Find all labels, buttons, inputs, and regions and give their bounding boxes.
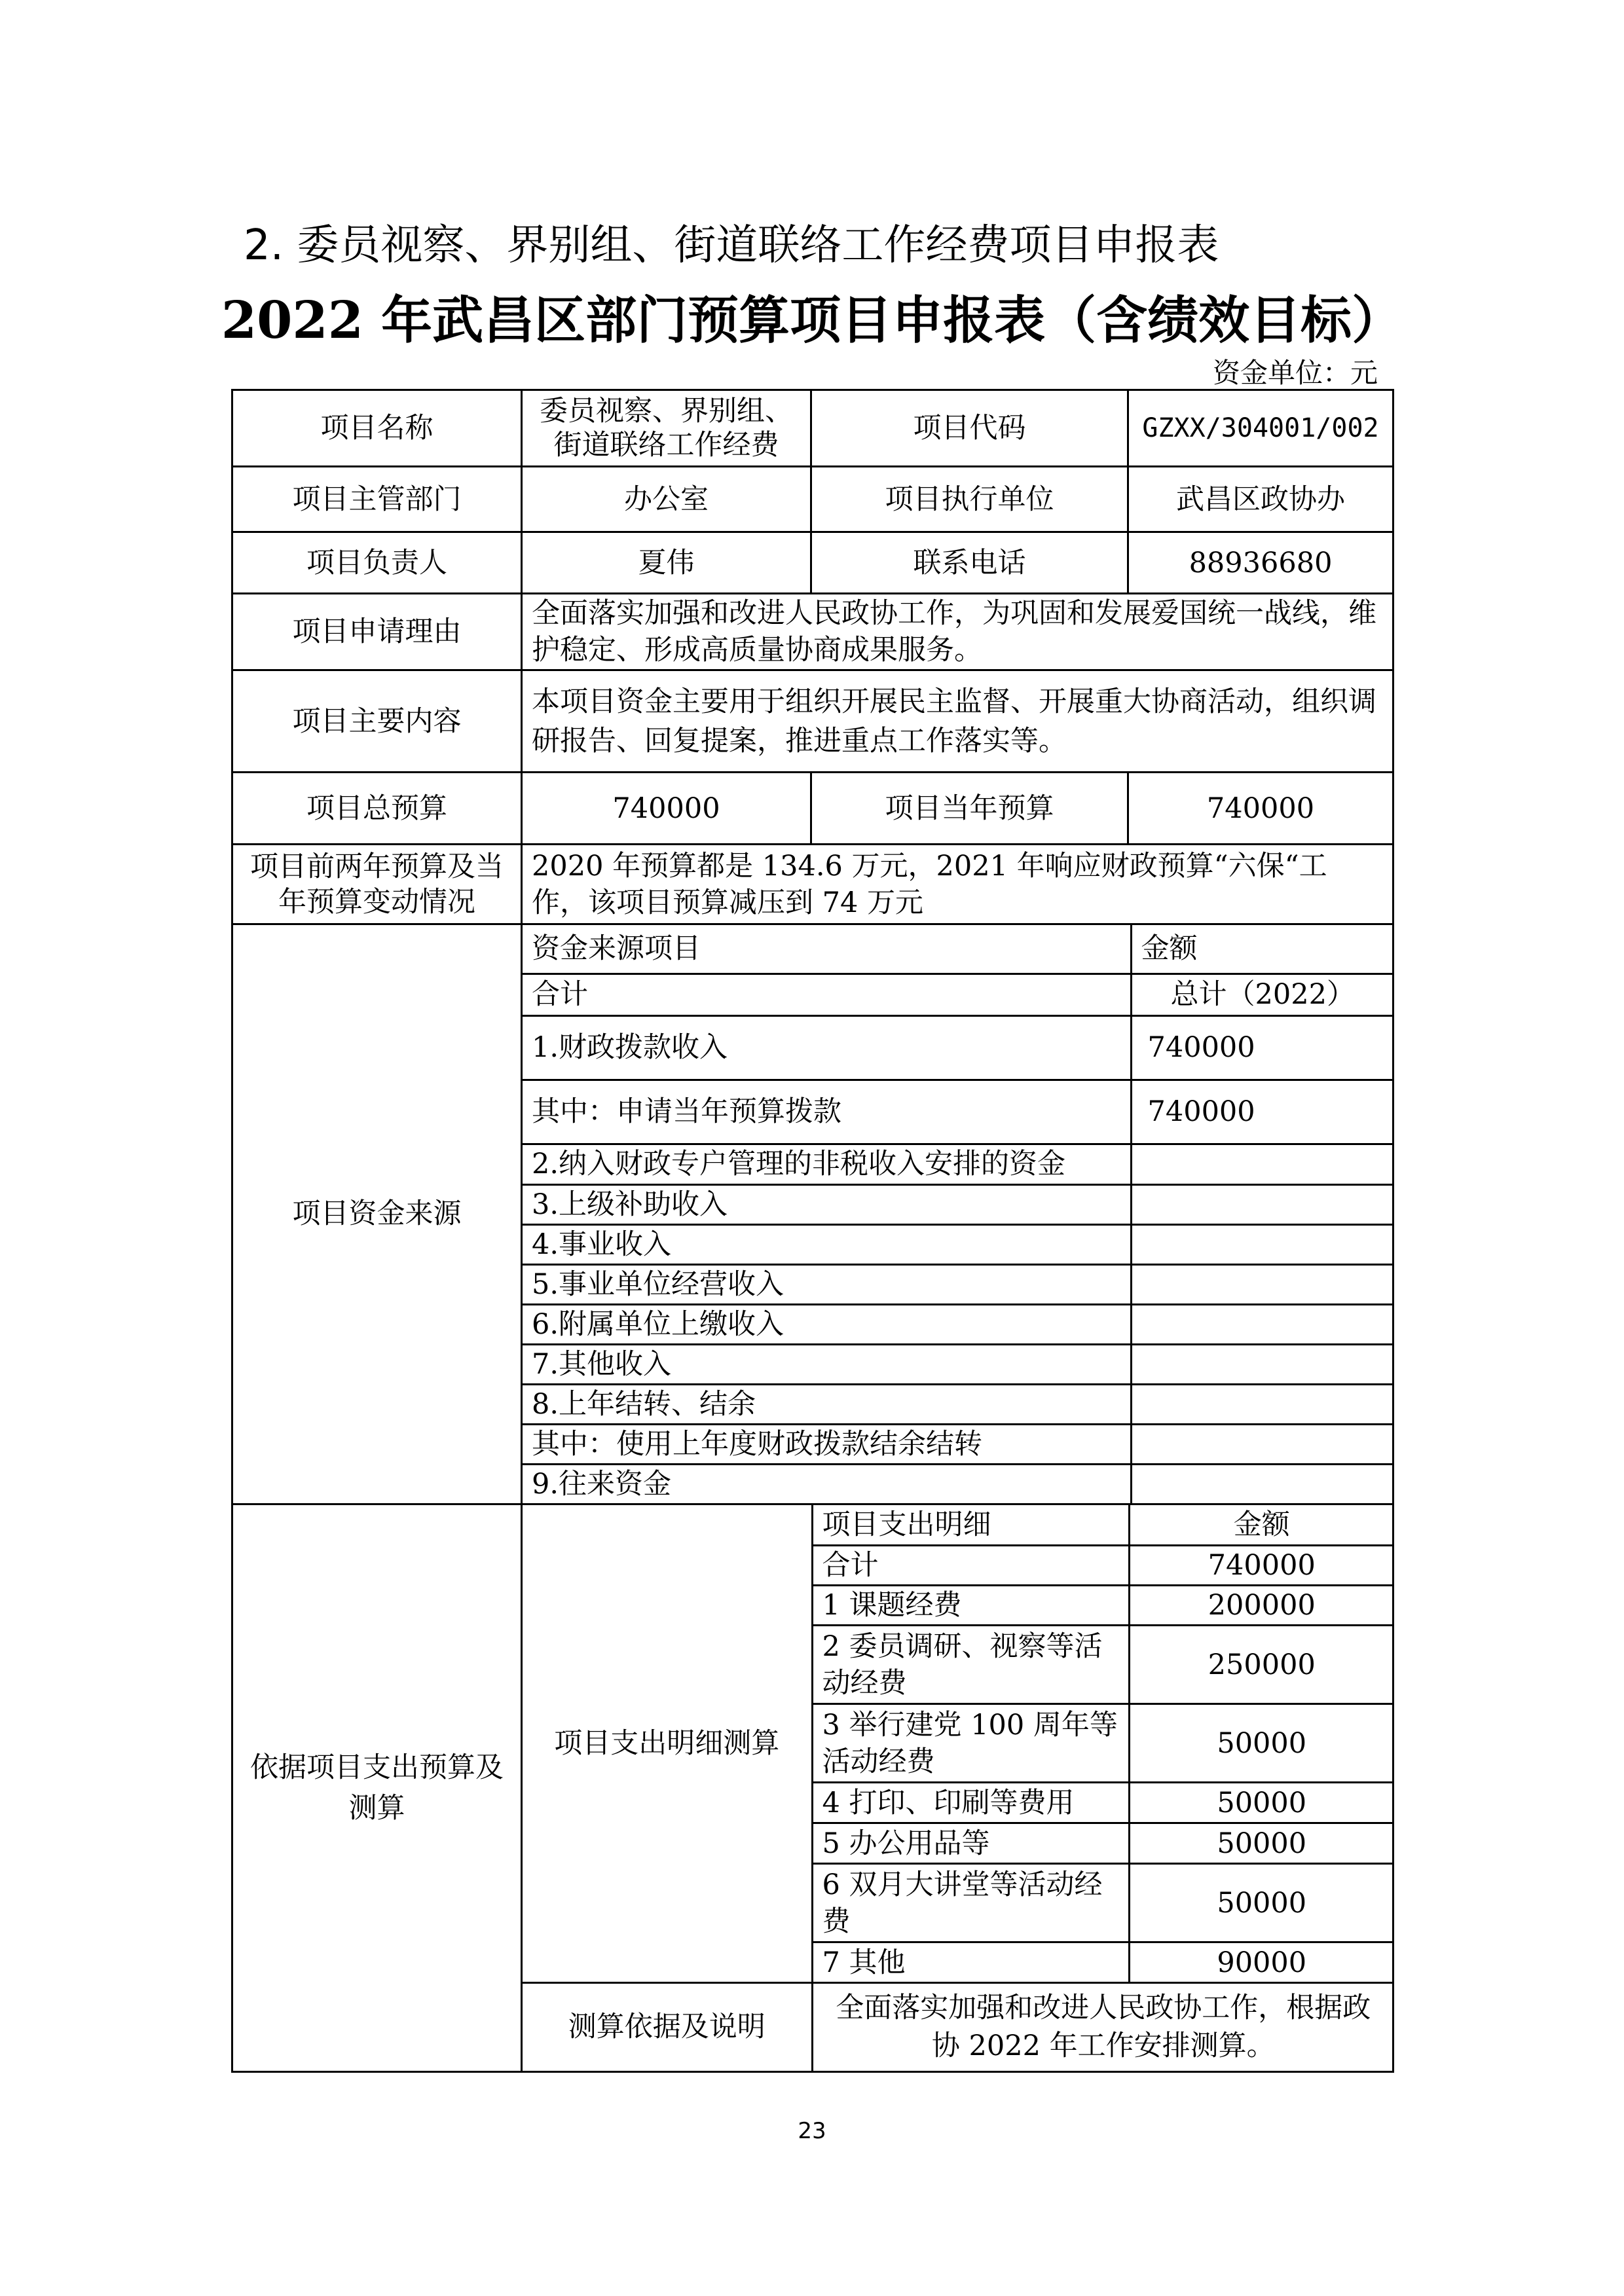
project-code-label: 项目代码	[811, 390, 1128, 467]
funding-row-amount	[1131, 1224, 1393, 1264]
funding-row	[523, 1080, 1393, 1144]
funding-row-item: 9.往来资金	[523, 1464, 1131, 1503]
expense-row-amount: 50000	[1129, 1704, 1393, 1783]
budget-change-label: 项目前两年预算及当年预算变动情况	[232, 845, 522, 924]
current-year-budget-value: 740000	[1128, 773, 1393, 845]
expense-header-amount: 金额	[1129, 1505, 1393, 1546]
funding-row-amount	[1131, 1264, 1393, 1304]
funding-row-amount	[1131, 1344, 1393, 1384]
funding-row-item: 其中：申请当年预算拨款	[523, 1080, 1131, 1144]
total-budget-value: 740000	[522, 773, 811, 845]
funding-row	[523, 1015, 1393, 1080]
calculation-basis-value: 全面落实加强和改进人民政协工作，根据政协 2022 年工作安排测算。	[836, 1992, 1371, 2063]
supervising-dept-value: 办公室	[522, 467, 811, 532]
expense-row-amount: 90000	[1129, 1942, 1393, 1983]
funding-row	[523, 1384, 1393, 1424]
funding-row	[523, 1144, 1393, 1184]
expense-row-item: 3 举行建党 100 周年等活动经费	[812, 1704, 1129, 1783]
supervising-dept-label: 项目主管部门	[232, 467, 522, 532]
funding-row-amount	[1131, 1384, 1393, 1424]
current-year-budget-label: 项目当年预算	[811, 773, 1128, 845]
funding-row	[523, 1424, 1393, 1464]
expense-row-item: 合计	[812, 1546, 1129, 1586]
expense-header-item: 项目支出明细	[812, 1505, 1129, 1546]
expense-row-amount: 740000	[1129, 1546, 1393, 1586]
page-title: 2022 年武昌区部门预算项目申报表（含绩效目标）	[221, 291, 1403, 350]
project-leader-value: 夏伟	[522, 532, 811, 594]
project-leader-label: 项目负责人	[232, 532, 522, 594]
project-name-label: 项目名称	[232, 390, 522, 467]
funding-header-amount: 金额	[1131, 925, 1393, 974]
funding-source-label: 项目资金来源	[232, 924, 522, 1504]
expense-basis-label: 依据项目支出预算及测算	[232, 1504, 522, 2071]
budget-change-value: 2020 年预算都是 134.6 万元，2021 年响应财政预算“六保“工作，该项目预算减压到 74 万元	[522, 845, 1393, 924]
funding-row-amount: 740000	[1131, 1080, 1393, 1144]
expense-row-amount: 250000	[1129, 1626, 1393, 1704]
funding-row-amount: 740000	[1131, 1015, 1393, 1080]
main-content-label: 项目主要内容	[232, 670, 522, 773]
funding-row-amount	[1131, 1424, 1393, 1464]
executing-unit-label: 项目执行单位	[811, 467, 1128, 532]
expense-row-item: 7 其他	[812, 1942, 1129, 1983]
expense-row-amount: 200000	[1129, 1586, 1393, 1626]
funding-row-amount	[1131, 1464, 1393, 1503]
budget-application-table	[231, 389, 1394, 2073]
main-content-value: 本项目资金主要用于组织开展民主监督、开展重大协商活动，组织调研报告、回复提案，推进重点工作落实等。	[522, 670, 1393, 773]
funding-row	[523, 1464, 1393, 1503]
funding-row-amount	[1131, 1184, 1393, 1224]
application-reason-value: 全面落实加强和改进人民政协工作，为巩固和发展爱国统一战线，维护稳定、形成高质量协商成果服务。	[522, 594, 1393, 670]
project-code-value: GZXX/304001/002	[1128, 390, 1393, 467]
expense-row-amount: 50000	[1129, 1783, 1393, 1823]
funding-source-table	[523, 925, 1393, 1503]
calculation-basis-label: 测算依据及说明	[523, 1983, 812, 2071]
funding-row	[523, 1264, 1393, 1304]
funding-row-amount	[1131, 1144, 1393, 1184]
page-number: 23	[798, 2118, 826, 2144]
expense-detail-table	[523, 1505, 1393, 2071]
expense-row-item: 2 委员调研、视察等活动经费	[812, 1626, 1129, 1704]
expense-row-item: 1 课题经费	[812, 1586, 1129, 1626]
funding-row-item: 合计	[523, 974, 1131, 1015]
executing-unit-value: 武昌区政协办	[1128, 467, 1393, 532]
expense-row-item: 6 双月大讲堂等活动经费	[812, 1864, 1129, 1942]
funding-row-item: 3.上级补助收入	[523, 1184, 1131, 1224]
expense-row-amount: 50000	[1129, 1823, 1393, 1864]
funding-row	[523, 1184, 1393, 1224]
funding-row	[523, 1224, 1393, 1264]
contact-phone-label: 联系电话	[811, 532, 1128, 594]
currency-unit-note: 资金单位：元	[1212, 357, 1378, 389]
funding-row-item: 4.事业收入	[523, 1224, 1131, 1264]
expense-measure-label: 项目支出明细测算	[523, 1505, 812, 1983]
funding-row-item: 7.其他收入	[523, 1344, 1131, 1384]
application-reason-label: 项目申请理由	[232, 594, 522, 670]
funding-header-item: 资金来源项目	[523, 925, 1131, 974]
funding-row-item: 1.财政拨款收入	[523, 1015, 1131, 1080]
funding-row	[523, 1344, 1393, 1384]
total-budget-label: 项目总预算	[232, 773, 522, 845]
funding-row-item: 6.附属单位上缴收入	[523, 1304, 1131, 1344]
funding-row-amount	[1131, 1304, 1393, 1344]
funding-row-item: 2.纳入财政专户管理的非税收入安排的资金	[523, 1144, 1131, 1184]
contact-phone-value: 88936680	[1128, 532, 1393, 594]
funding-source-cell	[522, 924, 1393, 1504]
expense-row-item: 5 办公用品等	[812, 1823, 1129, 1864]
funding-row-item: 其中：使用上年度财政拨款结余结转	[523, 1424, 1131, 1464]
funding-row	[523, 974, 1393, 1015]
section-heading: 2. 委员视察、界别组、街道联络工作经费项目申报表	[244, 221, 1219, 270]
funding-row	[523, 1304, 1393, 1344]
expense-row-amount: 50000	[1129, 1864, 1393, 1942]
expense-row-item: 4 打印、印刷等费用	[812, 1783, 1129, 1823]
expense-detail-cell	[522, 1504, 1393, 2071]
funding-row-item: 5.事业单位经营收入	[523, 1264, 1131, 1304]
project-name-value: 委员视察、界别组、街道联络工作经费	[522, 390, 811, 467]
funding-row-amount: 总计（2022）	[1131, 974, 1393, 1015]
funding-row-item: 8.上年结转、结余	[523, 1384, 1131, 1424]
